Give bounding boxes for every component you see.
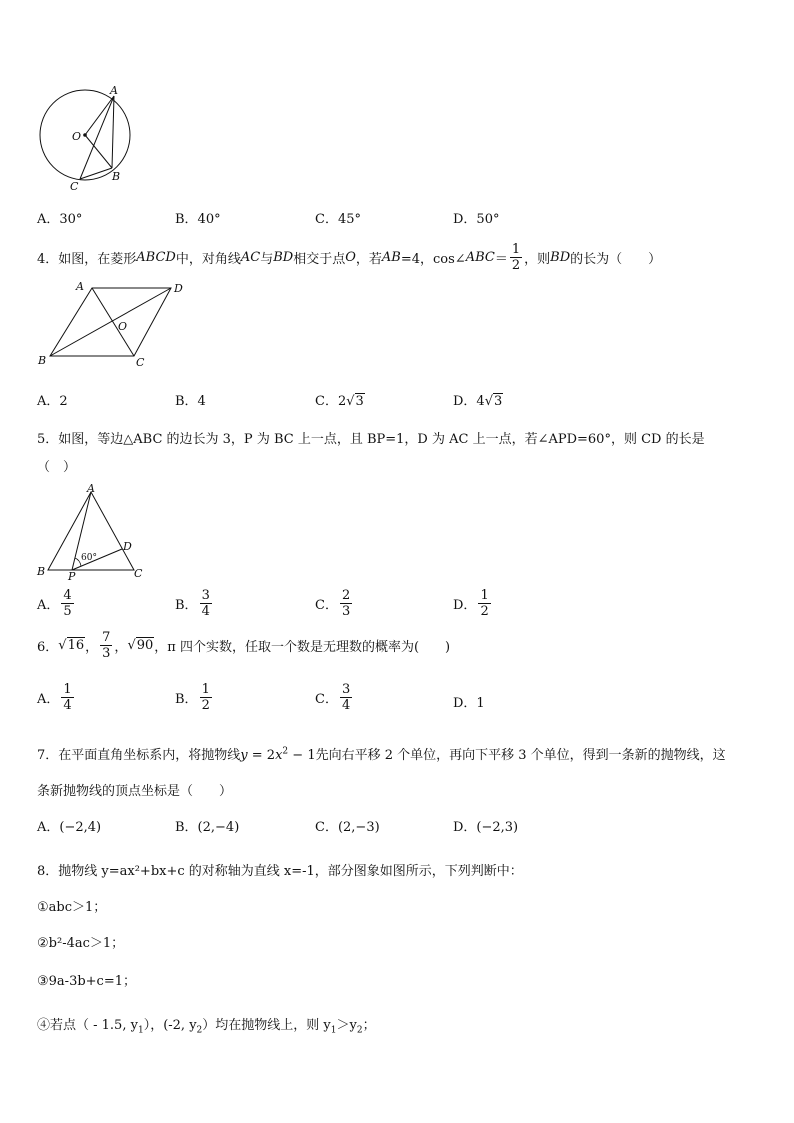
- q8-statement-1: ①abc＞1；: [37, 900, 107, 915]
- q7-text-2: 先向右平移 2 个单位，再向下平移 3 个单位，得到一条新的抛物线，这: [315, 748, 726, 763]
- q5-segment-pd: [72, 549, 122, 570]
- q7-option-c: C．(2,−3): [315, 820, 380, 835]
- q4-text-5: ，若: [355, 252, 382, 267]
- q3-center-dot: [83, 133, 87, 137]
- q8-s4-pre: ④若点（ - 1.5, y: [37, 1018, 138, 1033]
- q3-segment-ob: [85, 135, 112, 168]
- q5-option-d-frac: [478, 588, 490, 619]
- q4-text-3: 与: [260, 252, 274, 267]
- q4-fraction-den: 2: [511, 258, 521, 273]
- q3-segment-cb: [80, 168, 112, 179]
- q8-s4-sub2: 2: [196, 1025, 203, 1036]
- q3-option-d: D．50°: [453, 212, 500, 227]
- q5-option-b-frac: [200, 588, 212, 619]
- q6-option-c-den: 4: [341, 698, 351, 713]
- q7-eq-end: − 1: [288, 748, 316, 763]
- q4-option-c-prefix: C．2: [315, 394, 347, 409]
- q5-option-d-label: D．: [453, 598, 477, 613]
- q6-option-c-num: 3: [341, 682, 351, 697]
- q6-number: 6．: [37, 640, 59, 655]
- q5-option-d: [453, 588, 493, 619]
- q8-s4-gt: ＞y: [336, 1018, 357, 1033]
- q5-label-b: B: [37, 565, 46, 578]
- q8-statement-4: [37, 1014, 376, 1036]
- q4-ac: AC: [240, 250, 261, 265]
- q4-text-2: 中，对角线: [175, 252, 241, 267]
- q3-label-b: B: [112, 170, 121, 183]
- q4-text-1: 4．如图，在菱形: [37, 252, 137, 267]
- q8-question-line1: 8．抛物线 y=ax²+bx+c 的对称轴为直线 x=-1，部分图象如图所示，下列判断中：: [37, 864, 523, 879]
- q4-label-c: C: [136, 356, 145, 369]
- q4-o: O: [345, 250, 356, 265]
- q6-option-c: [315, 682, 354, 713]
- q6-sqrt-16: √16: [58, 638, 85, 653]
- q6-option-a-num: 1: [63, 682, 72, 697]
- q4-option-d-radicand: 3: [494, 394, 503, 409]
- q7-eq-y: y: [240, 748, 248, 763]
- q4-text-8: ，则: [524, 252, 551, 267]
- q4-option-d: [453, 390, 503, 409]
- q4-option-c-radicand: 3: [355, 394, 364, 409]
- q8-statement-3: ③9a-3b+c=1；: [37, 974, 136, 989]
- q5-option-c-frac: [340, 588, 352, 619]
- q6-sqrt-16-radicand: 16: [67, 638, 85, 653]
- q3-label-c: C: [70, 180, 79, 192]
- q4-option-c-sqrt: √3: [346, 394, 364, 409]
- q8-s4-sub4: 2: [356, 1025, 363, 1036]
- q6-option-a-frac: [61, 682, 73, 713]
- q5-label-c: C: [134, 567, 143, 580]
- q4-bd2: BD: [550, 250, 571, 265]
- q5-option-c-num: 2: [341, 588, 351, 603]
- q5-option-a-label: A．: [37, 598, 60, 613]
- q6-sep1: ，: [85, 640, 99, 655]
- q5-option-a-num: 4: [63, 588, 72, 603]
- q5-triangle-figure: [34, 482, 154, 582]
- q5-label-a: A: [87, 482, 95, 495]
- q3-label-a: A: [110, 84, 118, 97]
- q4-option-a: A．2: [37, 394, 68, 409]
- q7-eq-exp: 2: [282, 746, 289, 757]
- q6-option-d: D．1: [453, 696, 485, 711]
- q5-question-line2: （ ）: [37, 460, 77, 475]
- q6-option-b-den: 2: [201, 698, 210, 713]
- q8-statement-2: ②b²-4ac＞1；: [37, 936, 125, 951]
- q6-option-b-label: B．: [175, 692, 198, 707]
- q3-segment-ac: [80, 96, 114, 179]
- q4-text-6: =4，cos∠: [400, 252, 466, 267]
- q5-option-b-den: 4: [201, 604, 210, 619]
- q5-option-d-num: 1: [480, 588, 489, 603]
- q8-s4-mid: ），(-2, y: [143, 1018, 197, 1033]
- q6-tail: ，π 四个实数，任取一个数是无理数的概率为( ): [154, 640, 451, 655]
- q6-sqrt-90: √90: [127, 638, 154, 653]
- q5-option-c-den: 3: [341, 604, 351, 619]
- q6-option-b-num: 1: [201, 682, 210, 697]
- q3-option-c: C．45°: [315, 212, 361, 227]
- q4-question: [37, 242, 661, 273]
- q3-circle-figure: [36, 82, 136, 192]
- q4-label-o: O: [118, 320, 128, 333]
- q7-eq-mid: = 2: [247, 748, 276, 763]
- q4-option-d-sqrt: √3: [484, 394, 503, 409]
- q5-option-a-frac: [61, 588, 73, 619]
- q4-abc: ABC: [465, 250, 495, 265]
- q6-option-a-den: 4: [63, 698, 72, 713]
- q8-s4-mid2: ）均在抛物线上，则 y: [202, 1018, 331, 1033]
- q4-text-9: 的长为（ ）: [570, 252, 662, 267]
- q5-option-a-den: 5: [63, 604, 72, 619]
- q6-fraction-den: 3: [102, 646, 111, 661]
- q5-label-angle: 60°: [81, 553, 97, 563]
- q5-label-p: P: [68, 570, 76, 582]
- q5-question-line1: 5．如图，等边△ABC 的边长为 3，P 为 BC 上一点，且 BP=1，D 为 AC 上一点，若∠APD=60°，则 CD 的长是: [37, 432, 705, 447]
- q4-fraction: [510, 242, 522, 273]
- q6-option-a: [37, 682, 76, 713]
- q7-eq-x: x: [275, 748, 283, 763]
- q8-s4-sub3: 1: [330, 1025, 337, 1036]
- q4-label-d: D: [174, 282, 183, 295]
- q7-option-b: B．(2,−4): [175, 820, 240, 835]
- q3-option-b: B．40°: [175, 212, 221, 227]
- q6-option-b: [175, 682, 214, 713]
- q5-option-b: [175, 588, 214, 619]
- q3-label-o: O: [72, 130, 82, 143]
- q5-option-d-den: 2: [480, 604, 489, 619]
- q6-option-b-frac: [200, 682, 212, 713]
- q4-bd: BD: [273, 250, 294, 265]
- q5-label-d: D: [123, 540, 132, 553]
- q8-s4-sub1: 1: [137, 1025, 144, 1036]
- q4-abcd: ABCD: [136, 250, 176, 265]
- q4-option-b: B．4: [175, 394, 206, 409]
- q6-option-c-label: C．: [315, 692, 338, 707]
- q3-segment-ab: [112, 96, 114, 168]
- q4-label-a: A: [76, 280, 84, 293]
- q5-option-b-label: B．: [175, 598, 198, 613]
- q4-text-7: ＝: [494, 252, 508, 267]
- q3-segment-oa: [85, 96, 114, 135]
- q8-s4-end: ；: [362, 1018, 376, 1033]
- q4-text-4: 相交于点: [293, 252, 346, 267]
- q4-option-d-prefix: D．4: [453, 394, 485, 409]
- q5-option-b-num: 3: [201, 588, 210, 603]
- q7-question-line1: [37, 744, 726, 763]
- q6-question: [37, 630, 450, 661]
- q6-fraction: [100, 630, 112, 661]
- q4-fraction-num: 1: [511, 242, 521, 257]
- q7-option-d: D．(−2,3): [453, 820, 519, 835]
- q6-fraction-num: 7: [102, 630, 111, 645]
- q6-option-a-label: A．: [37, 692, 60, 707]
- q4-label-b: B: [38, 354, 47, 367]
- q4-ab: AB: [381, 250, 401, 265]
- q4-diagonal-ac: [92, 288, 134, 356]
- q5-option-a: [37, 588, 76, 619]
- q6-option-c-frac: [340, 682, 352, 713]
- q4-option-c: [315, 390, 365, 409]
- q6-sep2: ，: [114, 640, 128, 655]
- q7-option-a: A．(−2,4): [37, 820, 102, 835]
- q5-option-c-label: C．: [315, 598, 338, 613]
- q3-option-a: A．30°: [37, 212, 83, 227]
- q5-option-c: [315, 588, 354, 619]
- q7-text-1: 7．在平面直角坐标系内，将抛物线: [37, 748, 241, 763]
- q6-sqrt-90-radicand: 90: [136, 638, 154, 653]
- q4-rhombus-figure: [34, 278, 194, 370]
- q7-question-line2: 条新抛物线的顶点坐标是（ ）: [37, 784, 233, 799]
